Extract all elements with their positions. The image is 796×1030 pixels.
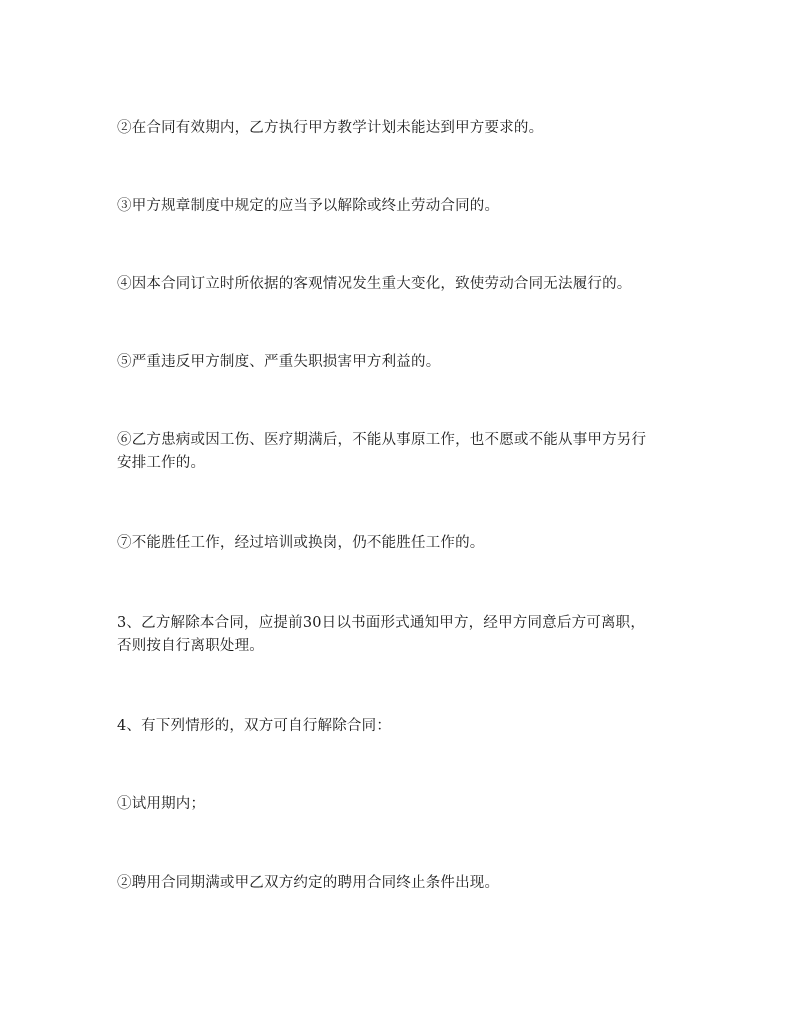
paragraph-line: 4、有下列情形的，双方可自行解除合同： — [117, 718, 392, 734]
paragraph-clause-2-teaching-plan — [117, 117, 697, 140]
paragraph-line: ①试用期内； — [117, 796, 206, 812]
paragraph-line: ④因本合同订立时所依据的客观情况发生重大变化，致使劳动合同无法履行的。 — [117, 276, 632, 292]
paragraph-line: ⑦不能胜任工作，经过培训或换岗，仍不能胜任工作的。 — [117, 535, 485, 551]
paragraph-clause-3-rules — [117, 195, 697, 218]
paragraph-line: ③甲方规章制度中规定的应当予以解除或终止劳动合同的。 — [117, 198, 500, 214]
paragraph-line: ②聘用合同期满或甲乙双方约定的聘用合同终止条件出现。 — [117, 875, 500, 891]
paragraph-item-2-contract-expiry — [117, 872, 697, 895]
paragraph-clause-6-illness — [117, 429, 697, 475]
paragraph-section-3-resignation — [117, 612, 697, 658]
paragraph-clause-5-violation — [117, 351, 697, 374]
paragraph-line: ⑤严重违反甲方制度、严重失职损害甲方利益的。 — [117, 354, 441, 370]
paragraph-line: ⑥乙方患病或因工伤、医疗期满后，不能从事原工作，也不愿或不能从事甲方另行 — [117, 432, 647, 448]
paragraph-line: 3、乙方解除本合同，应提前30日以书面形式通知甲方，经甲方同意后方可离职， — [117, 615, 646, 631]
paragraph-section-4-mutual-termination — [117, 715, 697, 738]
paragraph-item-1-probation — [117, 793, 697, 816]
paragraph-line: ②在合同有效期内，乙方执行甲方教学计划未能达到甲方要求的。 — [117, 120, 544, 136]
paragraph-line: 否则按自行离职处理。 — [117, 638, 264, 654]
paragraph-line: 安排工作的。 — [117, 455, 206, 471]
paragraph-clause-4-circumstances — [117, 273, 697, 296]
paragraph-clause-7-incompetence — [117, 532, 697, 555]
